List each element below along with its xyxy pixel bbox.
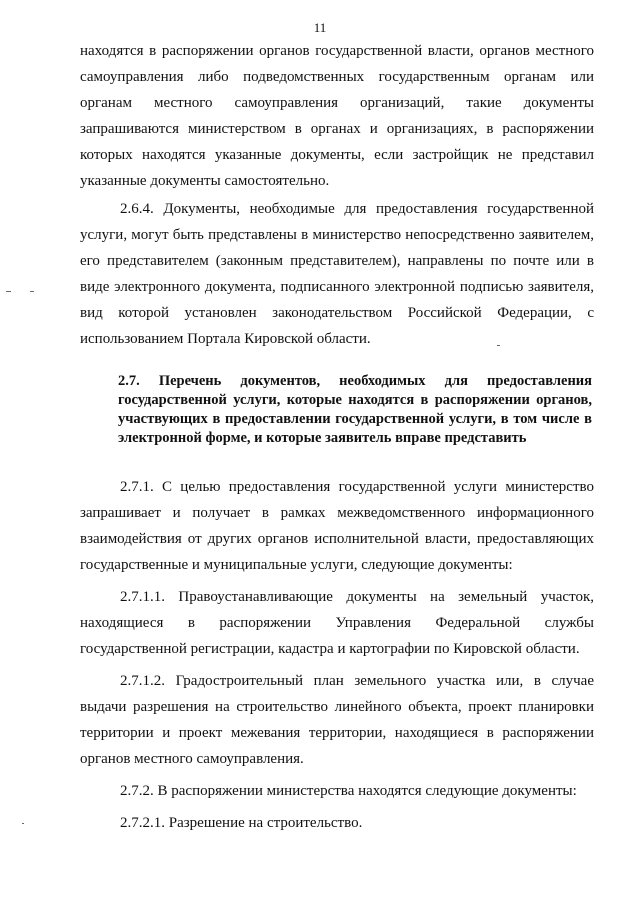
section-heading-2-7 (118, 372, 592, 448)
paragraph-2-7-2-1: 2.7.2.1. Разрешение на строительство. (120, 815, 363, 831)
scan-mark (497, 345, 500, 346)
section-2-7-body (80, 474, 594, 836)
page-number: 11 (313, 20, 327, 35)
paragraph-2-7-2: 2.7.2. В распоряжении министерства находятся следующие документы: (120, 783, 577, 799)
section-title: Перечень документов, необходимых для предоставления государственной услуги, которые находятся в распоряжении органов, участвующих в предоставлении государственной услуги, в том числе в электронной форме, и которые заявитель вправе представить (118, 373, 592, 446)
paragraph-2-7-1: 2.7.1. С целью предоставления государственной услуги министерство запрашивает и получает в рамках межведомственного информационного взаимодействия от других органов исполнительной власти, предоставляющих государственные и муниципальные услуги, следующие документы: (80, 479, 594, 573)
paragraph-2-6-4: 2.6.4. Документы, необходимые для предоставления государственной услуги, могут быть представлены в министерство непосредственно заявителем, его представителем (законным представителем), направлены по почте или в виде электронного документа, подписанного электронной подписью заявителя, вид которой установлен законодательством Российской Федерации, с использованием Портала Кировской области. (80, 201, 594, 347)
paragraph-2-7-1-1: 2.7.1.1. Правоустанавливающие документы на земельный участок, находящиеся в распоряжении Управления Федеральной службы государственной регистрации, кадастра и картографии по Кировской области. (80, 589, 594, 657)
paragraph-continuation: находятся в распоряжении органов государственной власти, органов местного самоуправления либо подведомственных государственным органам или органам местного самоуправления организаций, такие документы запрашиваются министерством в органах и организациях, в распоряжении которых находятся указанные документы, если застройщик не представил указанные документы самостоятельно. (80, 43, 594, 189)
paragraph-2-7-1-2: 2.7.1.2. Градостроительный план земельного участка или, в случае выдачи разрешения на строительство линейного объекта, проект планировки территории и проект межевания территории, находящиеся в распоряжении органов местного самоуправления. (80, 673, 594, 767)
scan-mark (6, 291, 11, 292)
section-number: 2.7. (118, 373, 140, 389)
scan-mark (22, 823, 24, 824)
scan-mark (30, 291, 34, 292)
